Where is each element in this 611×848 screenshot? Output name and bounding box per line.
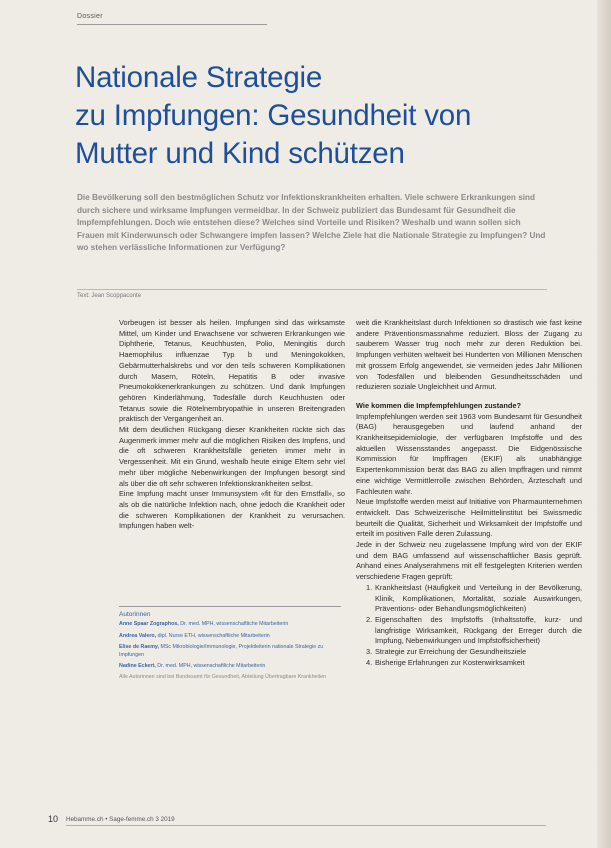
- author-role: dipl. Nurse ETH, wissenschaftliche Mitarbeiterin: [157, 632, 270, 639]
- page-number: 10: [48, 814, 59, 824]
- author-name: Andrea Valero,: [119, 632, 157, 639]
- list-item: 2. Eigenschaften des Impfstoffs (Inhaltsstoffe, kurz- und langfristige Wirksamkeit, Rückgang der Erreger durch die Impfung, Nebenwirkungen und Impfstoffsicherheit): [366, 614, 582, 646]
- section-label: Dossier: [77, 13, 103, 20]
- lead-paragraph: Die Bevölkerung soll den bestmöglichen Schutz vor Infektionskrankheiten erhalten. Viele schwere Erkrankungen sind durch sichere und wirksame Impfungen vermeidbar. In der Schweiz publiziert das Bundesamt für Gesundheit die Impfempfehlungen. Doch wie entstehen diese? Welches sind Vorteile und Risiken? Weshalb und wann sollen sich Frauen mit Kinderwunsch oder Schwangere impfen lassen? Welche Ziele hat die Nationale Strategie zu Impfungen? Und wo stehen verlässliche Informationen zur Verfügung?: [77, 193, 546, 253]
- body-paragraph: Impfempfehlungen werden seit 1963 vom Bundesamt für Gesundheit (BAG) herausgegeben und laufend anhand der Krankheitsepidemiologie, der verfügbaren Impfstoffe und des aktuellen Wissensstandes angepasst. Die Eidgenössische Kommission für Impffragen (EKIF) als unabhängige Expertenkommission berät das BAG zu allen Impffragen und nimmt eine wichtige Vermittlerrolle zwischen Behörden, Ärzteschaft und Fachleuten wahr.: [356, 411, 582, 496]
- footer-rule: [66, 825, 546, 826]
- article-title: [75, 59, 575, 173]
- list-item: 1. Krankheitslast (Häufigkeit und Verteilung in der Bevölkerung, Klinik, Komplikationen, Mortalität, soziale Auswirkungen, Präventions- oder Behandlungsmöglichkeiten): [366, 582, 582, 614]
- subheading: Wie kommen die Impfempfehlungen zustande?: [356, 400, 522, 410]
- author-role: Dr. med. MPH, wissenschaftliche Mitarbeiterin: [180, 621, 289, 628]
- title-line: Nationale Strategie: [75, 61, 323, 94]
- title-line: zu Impfungen: Gesundheit von: [75, 99, 472, 132]
- author-name: Nadine Eckert,: [119, 663, 156, 670]
- author-entry: [119, 644, 341, 659]
- body-paragraph: Eine Impfung macht unser Immunsystem «fit für den Ernstfall», so als ob die natürliche Infektion nach, ohne jedoch die Krankheit oder die schweren Komplikationen der Krankheit zu verursachen. Impfungen haben welt-: [119, 489, 345, 531]
- body-paragraph: weit die Krankheitslast durch Infektionen so drastisch wie fast keine andere Präventionsmassnahme reduziert. Bloss der Zugang zu sauberem Wasser trug noch mehr zur deren Reduktion bei. Impfungen verhüten weltweit bei Hunderten von Millionen Menschen mit grossem Erfolg angewendet, sie vermeiden jedes Jahr Millionen von Todesfällen und bleibenden Gesundheitsschäden und reduzieren soziale Ungleichheit und Armut.: [356, 318, 582, 392]
- criteria-list: [366, 583, 582, 669]
- footer-text: Hebamme.ch • Sage-femme.ch 3 2019: [66, 816, 175, 823]
- byline: Text: Jean Scoppaconte: [77, 293, 142, 299]
- author-entry: [119, 663, 341, 670]
- author-role: MSc Mikrobiologie/Immunologie, Projektleiterin nationale Strategie zu Impfungen: [119, 644, 324, 658]
- right-column: [356, 318, 582, 669]
- author-entry: [119, 621, 341, 628]
- list-item: 3. Strategie zur Erreichung der Gesundheitsziele: [366, 647, 527, 657]
- authors-box: [119, 611, 341, 682]
- list-item: 4. Bisherige Erfahrungen zur Kostenwirksamkeit: [366, 657, 525, 667]
- authors-note: Alle Autorinnen sind bei Bundesamt für Gesundheit, Abteilung Übertragbare Krankheiten: [119, 674, 327, 681]
- lead-rule: [77, 289, 547, 290]
- left-column: [119, 318, 345, 532]
- authors-heading: Autorinnen: [119, 611, 151, 618]
- author-entry: [119, 633, 341, 640]
- author-name: Elise de Raemy,: [119, 644, 159, 651]
- title-line: Mutter und Kind schützen: [75, 137, 405, 170]
- authors-rule: [119, 606, 341, 607]
- author-name: Anne Spaar Zographos,: [119, 621, 179, 628]
- body-paragraph: Neue Impfstoffe werden meist auf Initiative von Pharmaunternehmen entwickelt. Das Schweizerische Heilmittelinstitut bei Swissmedic beurteilt die Qualität, Sicherheit und Wirksamkeit der Impfstoffe und erteilt im positiven Falle deren Zulassung.: [356, 497, 582, 539]
- body-paragraph: Jede in der Schweiz neu zugelassene Impfung wird von der EKIF und dem BAG umfassend auf wissenschaftlicher Basis geprüft. Anhand eines Analyserahmens mit elf festgelegten Kriterien werden verschiedene Fragen geprüft:: [356, 540, 582, 582]
- top-rule: [77, 24, 267, 25]
- author-role: Dr. med. MPH, wissenschaftliche Mitarbeiterin: [157, 663, 266, 670]
- body-paragraph: Vorbeugen ist besser als heilen. Impfungen sind das wirksamste Mittel, um Kinder und Erwachsene vor schweren Erkrankungen wie Diphtherie, Tetanus, Keuchhusten, Polio, Meningitis durch Haemophilus influenzae Typ b und Meningokokken, Gebärmutterhalskrebs und vor den teils schweren Komplikationen durch Masern, Röteln, Hepatitis B oder invasive Pneumokokkenerkrankungen zu schützen. Und dank Impfungen gehören Kinderlähmung, Todesfälle durch Keuchhusten oder Tetanus sowie die Rötelnembryopathie in unseren Breitengraden praktisch der Vergangenheit an.: [119, 318, 345, 424]
- page-edge: [597, 0, 611, 848]
- body-paragraph: Mit dem deutlichen Rückgang dieser Krankheiten rückte sich das Augenmerk immer mehr auf die möglichen Risiken des Impfens, und die oft schweren Krankheitsfälle gerieten immer mehr in Vergessenheit. Mit ein Grund, weshalb heute einige Eltern sehr viel mehr über mögliche Nebenwirkungen der Impfungen besorgt sind als über die oft sehr schweren Infektionskrankheiten selbst.: [119, 425, 345, 488]
